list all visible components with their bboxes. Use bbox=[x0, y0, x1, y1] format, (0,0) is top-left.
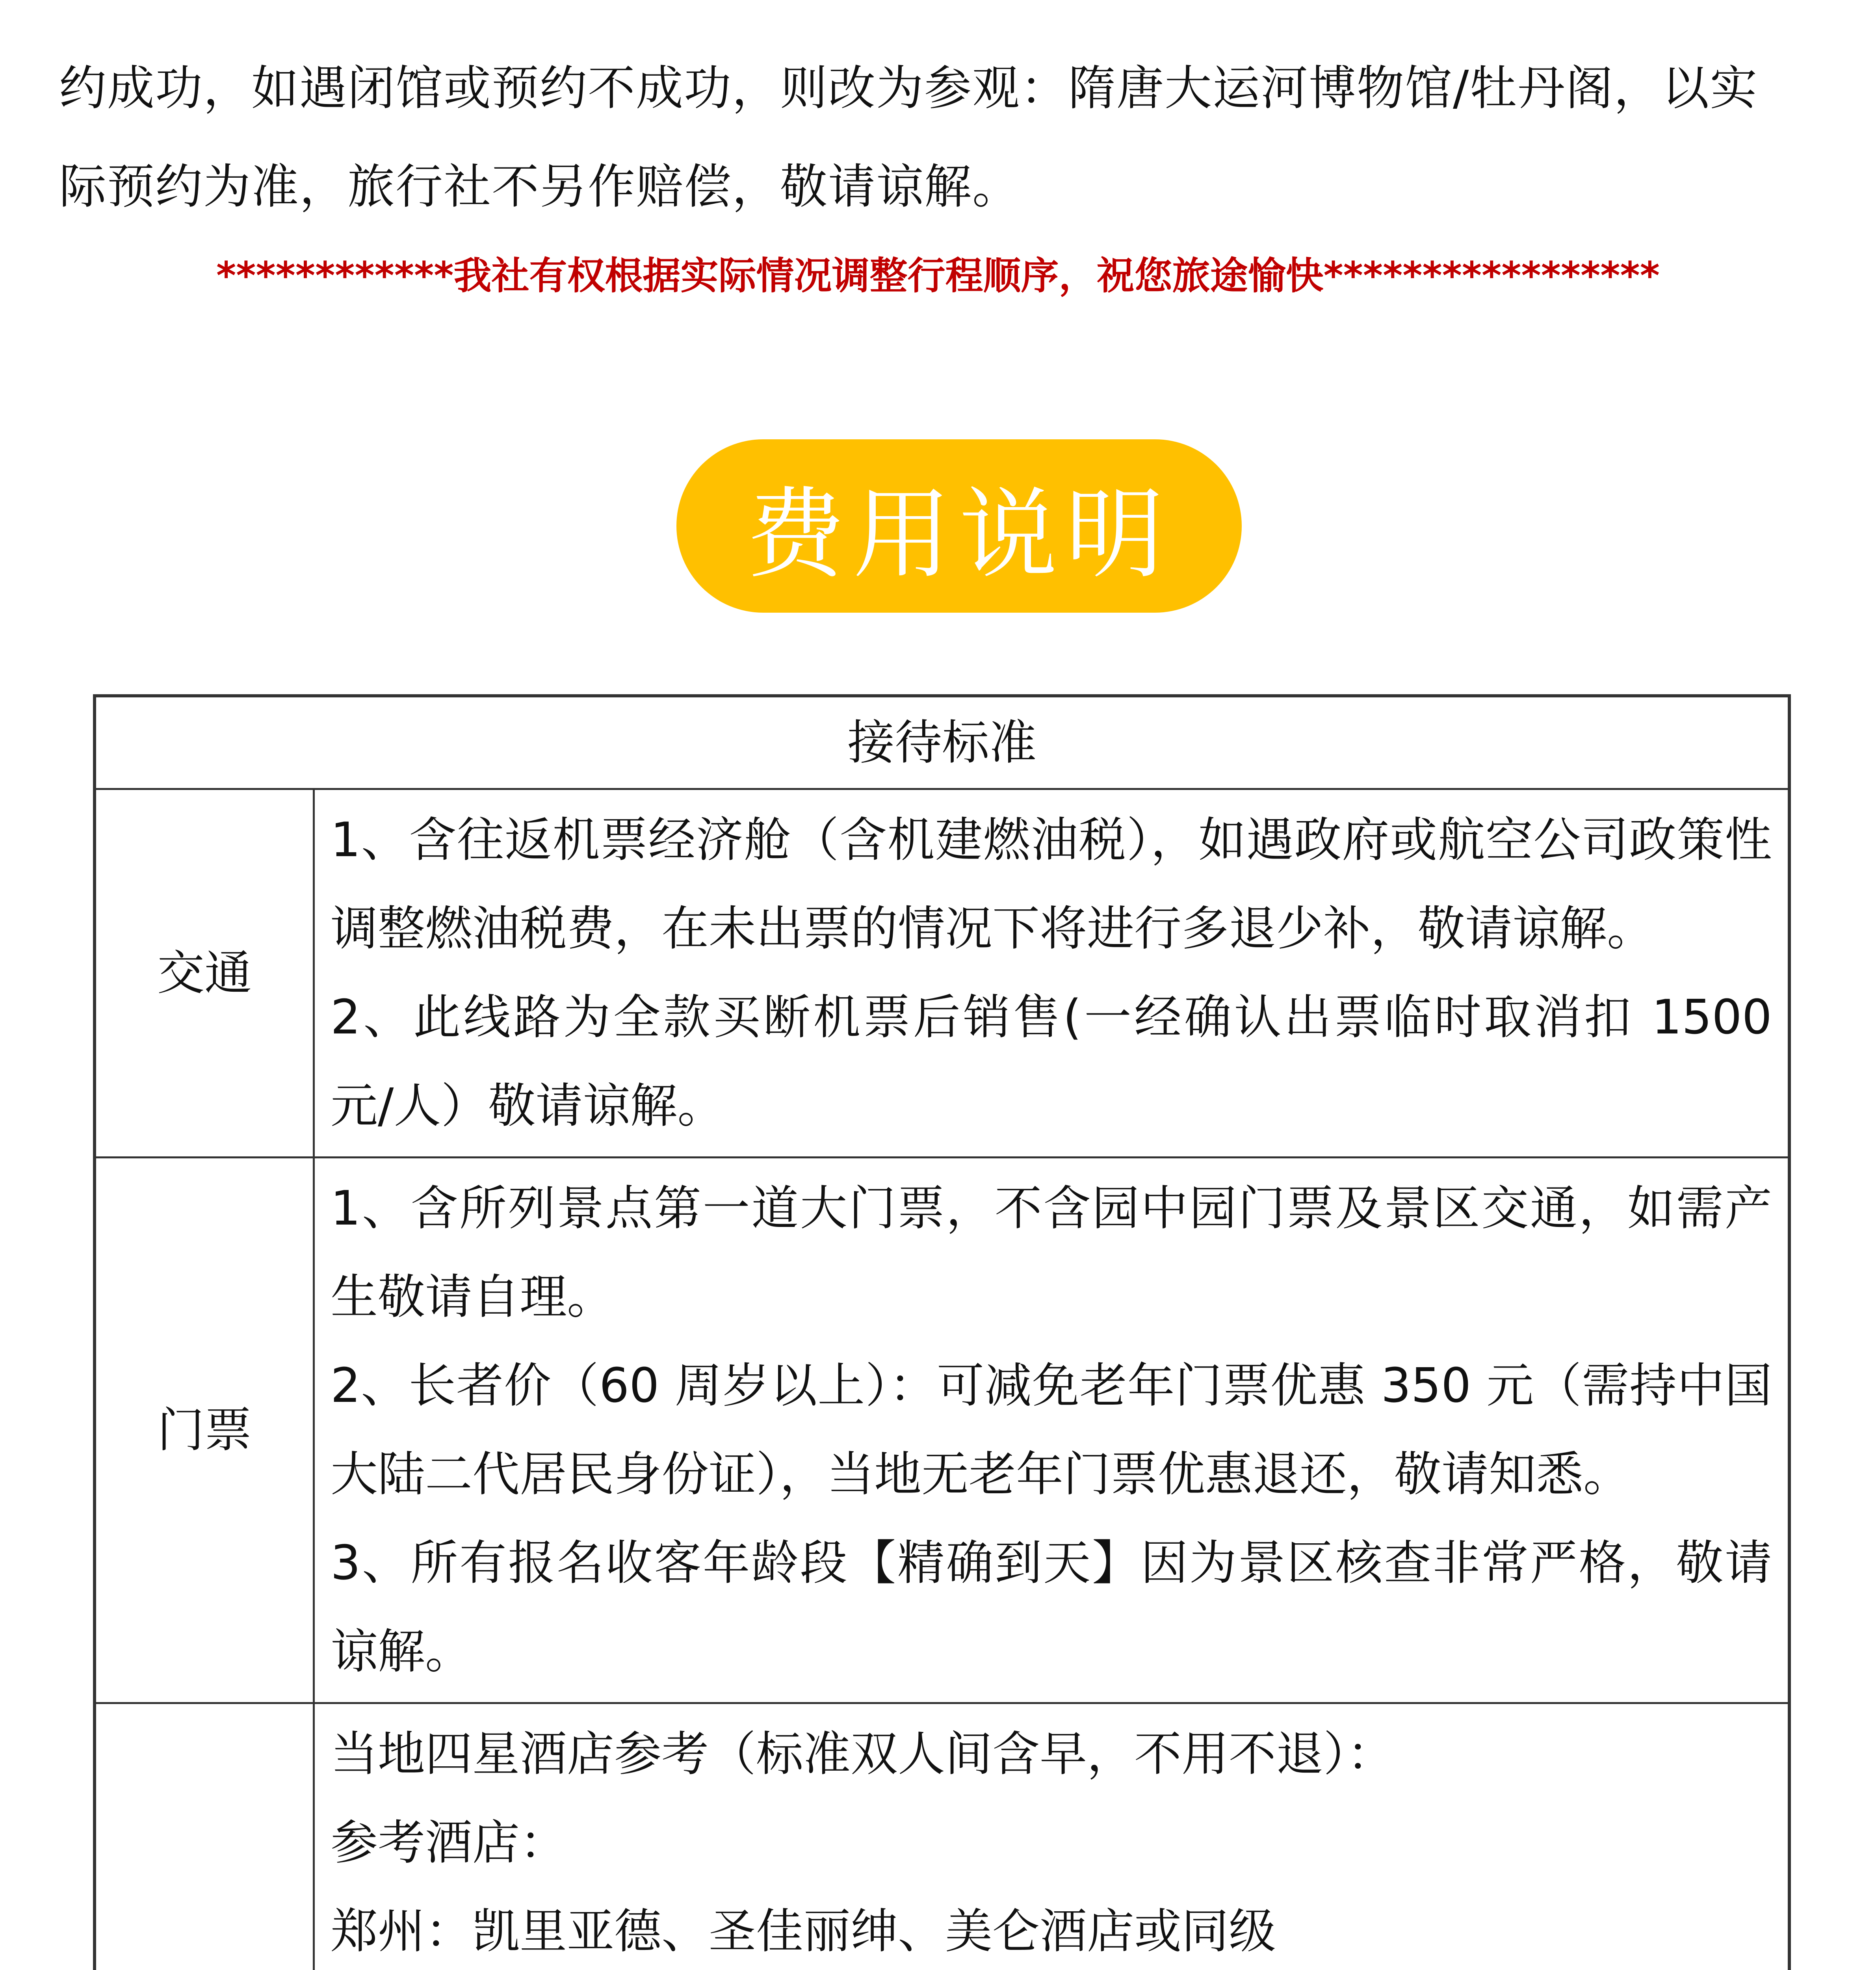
row-content-accommodation bbox=[314, 1703, 1790, 1970]
row-category-accommodation bbox=[95, 1703, 314, 1970]
reception-standard-table bbox=[93, 694, 1791, 1970]
paragraph: 1、含所列景点第一道大门票，不含园中园门票及景区交通，如需产生敬请自理。 bbox=[331, 1181, 1772, 1325]
paragraph: 2、长者价（60 周岁以上）：可减免老年门票优惠 350 元（需持中国大陆二代居民身份证），当地无老年门票优惠退还，敬请知悉。 bbox=[331, 1359, 1772, 1502]
paragraph: 3、所有报名收客年龄段【精确到天】因为景区核查非常严格，敬请谅解。 bbox=[331, 1536, 1772, 1679]
paragraph: 1、含往返机票经济舱（含机建燃油税），如遇政府或航空公司政策性调整燃油税费，在未出票的情况下将进行多退少补，敬请谅解。 bbox=[331, 813, 1772, 956]
table-header: 接待标准 bbox=[95, 696, 1789, 789]
section-title-badge bbox=[676, 439, 1242, 613]
itinerary-notice: ************我社有权根据实际情况调整行程顺序，祝您旅途愉快***************** bbox=[216, 254, 1660, 298]
section-title: 费用说明 bbox=[746, 477, 1172, 592]
row-category-transport: 交通 bbox=[95, 789, 314, 1158]
table-header-row bbox=[95, 696, 1789, 789]
intro-line-2: 际预约为准，旅行社不另作赔偿，敬请谅解。 bbox=[59, 160, 1020, 214]
row-category-tickets: 门票 bbox=[95, 1158, 314, 1703]
table-row bbox=[95, 789, 1789, 1158]
intro-text bbox=[59, 39, 1824, 236]
paragraph: 郑州：凯里亚德、圣佳丽绅、美仑酒店或同级 bbox=[331, 1904, 1276, 1959]
row-content-tickets bbox=[314, 1158, 1790, 1703]
table-row bbox=[95, 1158, 1789, 1703]
row-content-transport bbox=[314, 789, 1790, 1158]
paragraph: 参考酒店： bbox=[331, 1816, 567, 1870]
intro-line-1: 约成功，如遇闭馆或预约不成功，则改为参观：隋唐大运河博物馆/牡丹阁，以实 bbox=[59, 61, 1758, 116]
paragraph: 2、此线路为全款买断机票后销售(一经确认出票临时取消扣 1500 元/人）敬请谅解。 bbox=[331, 990, 1772, 1134]
paragraph: 当地四星酒店参考（标准双人间含早，不用不退）： bbox=[331, 1727, 1394, 1782]
table-row bbox=[95, 1703, 1789, 1970]
